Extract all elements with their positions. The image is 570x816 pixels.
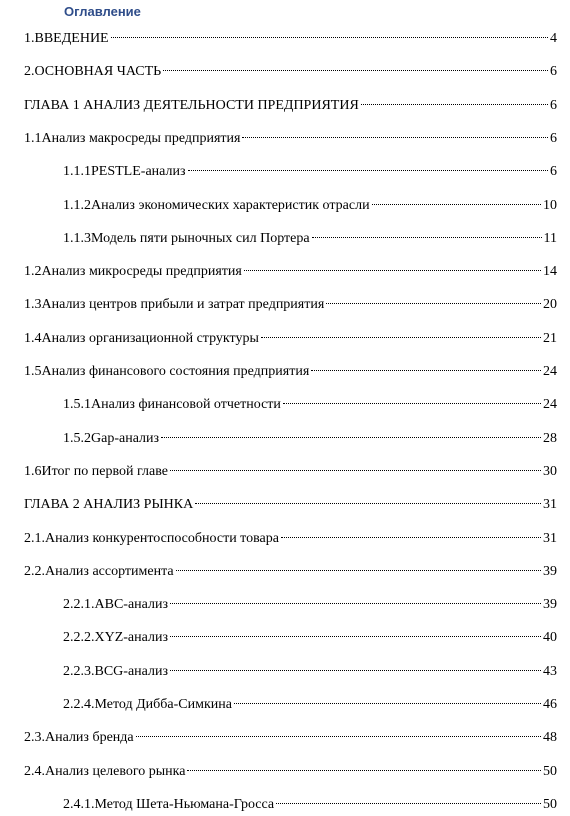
toc-entry-page-number: 31	[543, 531, 557, 546]
toc-dot-leader	[326, 290, 541, 308]
toc-entry-label: 2.ОСНОВНАЯ ЧАСТЬ	[24, 64, 162, 79]
toc-entry-label: 2.3.Анализ бренда	[24, 730, 134, 745]
toc-entry-label: 1.1Анализ макросреды предприятия	[24, 131, 241, 146]
toc-entry-page-number: 4	[550, 31, 557, 46]
toc-dot-leader	[195, 490, 541, 508]
toc-entry-label: 2.2.2.XYZ-анализ	[63, 630, 168, 645]
toc-entry-label: 1.5.2Gap-анализ	[63, 431, 160, 446]
toc-dot-leader	[187, 757, 541, 775]
toc-entry-label: 1.2Анализ микросреды предприятия	[24, 264, 242, 279]
toc-entry-page-number: 46	[543, 697, 557, 712]
toc-entry[interactable]	[24, 723, 557, 747]
toc-entry-label: ГЛАВА 1 АНАЛИЗ ДЕЯТЕЛЬНОСТИ ПРЕДПРИЯТИЯ	[24, 98, 359, 113]
toc-entry-label: 1.1.3Модель пяти рыночных сил Портера	[63, 231, 310, 246]
toc-entry-page-number: 6	[550, 164, 557, 179]
toc-entry-page-number: 50	[543, 797, 557, 812]
toc-entry-page-number: 10	[543, 198, 557, 213]
toc-entry-page-number: 24	[543, 364, 557, 379]
toc-entry-page-number: 21	[543, 331, 557, 346]
toc-dot-leader	[111, 24, 548, 42]
toc-entry-page-number: 40	[543, 630, 557, 645]
toc-entry[interactable]	[24, 290, 557, 314]
toc-entry[interactable]	[63, 390, 557, 414]
toc-entry-page-number: 20	[543, 297, 557, 312]
toc-dot-leader	[188, 157, 549, 175]
toc-entry-label: 2.1.Анализ конкурентоспособности товара	[24, 531, 279, 546]
toc-entry[interactable]	[63, 657, 557, 681]
toc-entry-label: 1.6Итог по первой главе	[24, 464, 168, 479]
toc-dot-leader	[283, 390, 541, 408]
toc-dot-leader	[176, 557, 541, 575]
toc-dot-leader	[242, 124, 548, 142]
toc-entry[interactable]	[24, 557, 557, 581]
toc-entry[interactable]	[24, 91, 557, 115]
toc-dot-leader	[261, 324, 541, 342]
toc-entry-page-number: 39	[543, 597, 557, 612]
toc-entry-page-number: 39	[543, 564, 557, 579]
toc-dot-leader	[244, 257, 541, 275]
toc-entry[interactable]	[24, 357, 557, 381]
toc-entry-label: 2.2.4.Метод Дибба-Симкина	[63, 697, 232, 712]
toc-entry[interactable]	[63, 690, 557, 714]
toc-entry-label: 2.2.3.BCG-анализ	[63, 664, 168, 679]
toc-entry-page-number: 31	[543, 497, 557, 512]
toc-entry[interactable]	[24, 324, 557, 348]
toc-entry-label: ГЛАВА 2 АНАЛИЗ РЫНКА	[24, 497, 194, 512]
toc-dot-leader	[234, 690, 541, 708]
toc-dot-leader	[276, 790, 541, 808]
toc-entry[interactable]	[24, 757, 557, 781]
toc-entry[interactable]	[24, 57, 557, 81]
toc-dot-leader	[163, 57, 548, 75]
toc-entry-label: 1.3Анализ центров прибыли и затрат предприятия	[24, 297, 325, 312]
toc-dot-leader	[312, 224, 542, 242]
toc-dot-leader	[372, 191, 541, 209]
toc-entry-page-number: 6	[550, 131, 557, 146]
toc-entry[interactable]	[63, 224, 557, 248]
toc-entry[interactable]	[24, 490, 557, 514]
toc-dot-leader	[136, 723, 541, 741]
toc-entry-page-number: 6	[550, 98, 557, 113]
toc-dot-leader	[161, 424, 541, 442]
toc-entry[interactable]	[24, 24, 557, 48]
toc-entry-page-number: 11	[543, 231, 557, 246]
toc-heading: Оглавление	[64, 4, 141, 19]
toc-entry[interactable]	[24, 457, 557, 481]
toc-entry-label: 2.2.1.ABC-анализ	[63, 597, 168, 612]
toc-entry-label: 1.ВВЕДЕНИЕ	[24, 31, 109, 46]
toc-entry-page-number: 30	[543, 464, 557, 479]
toc-dot-leader	[281, 524, 541, 542]
toc-dot-leader	[311, 357, 541, 375]
toc-entry-page-number: 14	[543, 264, 557, 279]
toc-entry[interactable]	[63, 157, 557, 181]
toc-entry-page-number: 43	[543, 664, 557, 679]
toc-entry-page-number: 48	[543, 730, 557, 745]
toc-entry-label: 1.1.2Анализ экономических характеристик отрасли	[63, 198, 370, 213]
toc-entry-page-number: 28	[543, 431, 557, 446]
toc-entry[interactable]	[63, 790, 557, 814]
toc-entry[interactable]	[24, 524, 557, 548]
toc-entry-label: 1.4Анализ организационной структуры	[24, 331, 259, 346]
toc-entry-page-number: 50	[543, 764, 557, 779]
toc-dot-leader	[170, 623, 541, 641]
toc-entry[interactable]	[63, 424, 557, 448]
toc-entry-label: 2.4.Анализ целевого рынка	[24, 764, 186, 779]
toc-dot-leader	[170, 657, 541, 675]
toc-entry-label: 2.2.Анализ ассортимента	[24, 564, 174, 579]
toc-entry-label: 1.5.1Анализ финансовой отчетности	[63, 397, 281, 412]
toc-dot-leader	[170, 590, 541, 608]
toc-entry-page-number: 24	[543, 397, 557, 412]
toc-entry[interactable]	[24, 257, 557, 281]
toc-entry[interactable]	[63, 623, 557, 647]
toc-dot-leader	[361, 91, 548, 109]
toc-entry-label: 2.4.1.Метод Шета-Ньюмана-Гросса	[63, 797, 275, 812]
toc-entry[interactable]	[24, 124, 557, 148]
toc-entry-label: 1.1.1PESTLE-анализ	[63, 164, 186, 179]
toc-entry[interactable]	[63, 191, 557, 215]
toc-dot-leader	[170, 457, 541, 475]
toc-entry-page-number: 6	[550, 64, 557, 79]
toc-entry[interactable]	[63, 590, 557, 614]
toc-entry-label: 1.5Анализ финансового состояния предприятия	[24, 364, 310, 379]
